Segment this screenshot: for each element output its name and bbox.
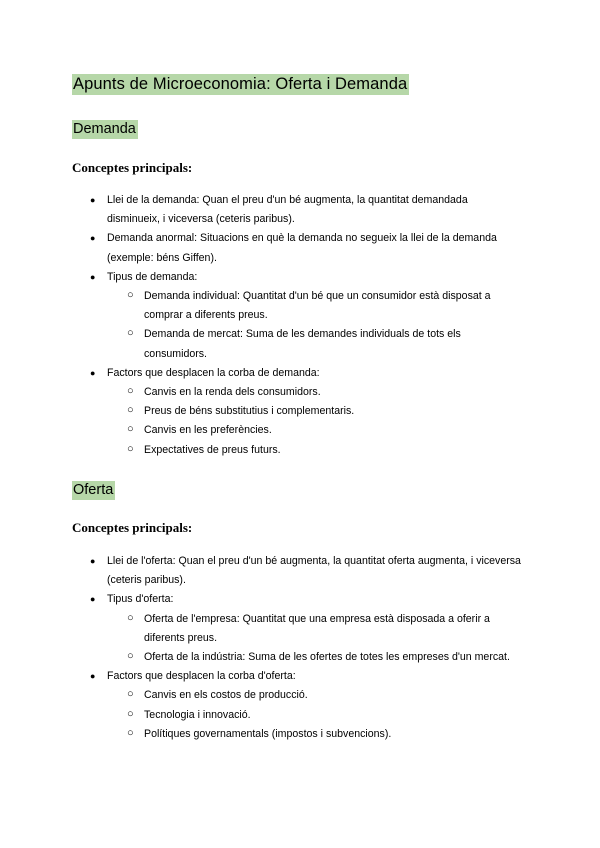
circle-bullet-icon: ○ — [127, 611, 134, 624]
list-item: ● Factors que desplacen la corba d'oferta: — [0, 667, 523, 686]
subheading-oferta: Conceptes principals: — [72, 520, 193, 535]
circle-bullet-icon: ○ — [127, 385, 134, 398]
circle-bullet-icon: ○ — [127, 707, 134, 720]
bullet-icon: ● — [90, 671, 96, 682]
list-item: ● Tipus de demanda: — [0, 268, 523, 287]
section-heading-oferta: Oferta — [73, 482, 114, 498]
bullet-icon: ● — [90, 556, 96, 566]
sub-list-item: ○ Oferta de l'empresa: Quantitat que una empresa està disposada a oferir a diferents preus. — [0, 610, 524, 648]
sub-list-item: ○ Canvis en els costos de producció. — [0, 686, 524, 705]
list-item: ● Demanda anormal: Situacions en què la demanda no segueix la llei de la demanda (exemple: béns Giffen). — [0, 229, 523, 267]
demanda-list — [0, 191, 600, 460]
sub-list-item: ○ Demanda de mercat: Suma de les demandes individuals de tots els consumidors. — [0, 325, 524, 363]
circle-bullet-icon: ○ — [127, 650, 134, 663]
sub-list-item: ○ Polítiques governamentals (impostos i subvencions). — [0, 725, 524, 744]
bullet-icon: ● — [90, 594, 96, 605]
sub-list-item: ○ Tecnologia i innovació. — [0, 706, 524, 725]
bullet-icon: ● — [90, 195, 96, 205]
sub-list-item: ○ Oferta de la indústria: Suma de les ofertes de totes les empreses d'un mercat. — [0, 648, 524, 667]
circle-bullet-icon: ○ — [127, 726, 134, 739]
bullet-icon: ● — [90, 233, 96, 244]
sub-list-item: ○ Canvis en les preferències. — [0, 421, 524, 440]
list-item: ● Factors que desplacen la corba de demanda: — [0, 364, 523, 383]
page-title: Apunts de Microeconomia: Oferta i Demanda — [73, 75, 408, 93]
list-item: ● Llei de la demanda: Quan el preu d'un bé augmenta, la quantitat demandada disminueix, i viceversa (ceteris paribus). — [0, 191, 523, 229]
list-item: ● Llei de l'oferta: Quan el preu d'un bé augmenta, la quantitat oferta augmenta, i viceversa (ceteris paribus). — [0, 552, 523, 590]
list-item: ● Tipus d'oferta: — [0, 590, 523, 609]
circle-bullet-icon: ○ — [127, 423, 134, 436]
circle-bullet-icon: ○ — [127, 442, 134, 455]
circle-bullet-icon: ○ — [127, 327, 134, 340]
circle-bullet-icon: ○ — [127, 404, 134, 417]
subheading-demanda: Conceptes principals: — [72, 160, 193, 175]
sub-list-item: ○ Expectatives de preus futurs. — [0, 441, 524, 460]
circle-bullet-icon: ○ — [127, 289, 134, 302]
bullet-icon: ● — [90, 271, 96, 282]
sub-list-item: ○ Demanda individual: Quantitat d'un bé que un consumidor està disposat a comprar a diferents preus. — [0, 287, 524, 325]
sub-list-item: ○ Canvis en la renda dels consumidors. — [0, 383, 524, 402]
sub-list-item: ○ Preus de béns substitutius i complementaris. — [0, 402, 524, 421]
section-heading-demanda: Demanda — [73, 121, 136, 137]
bullet-icon: ● — [90, 367, 96, 378]
oferta-list — [0, 552, 600, 744]
circle-bullet-icon: ○ — [127, 688, 134, 701]
